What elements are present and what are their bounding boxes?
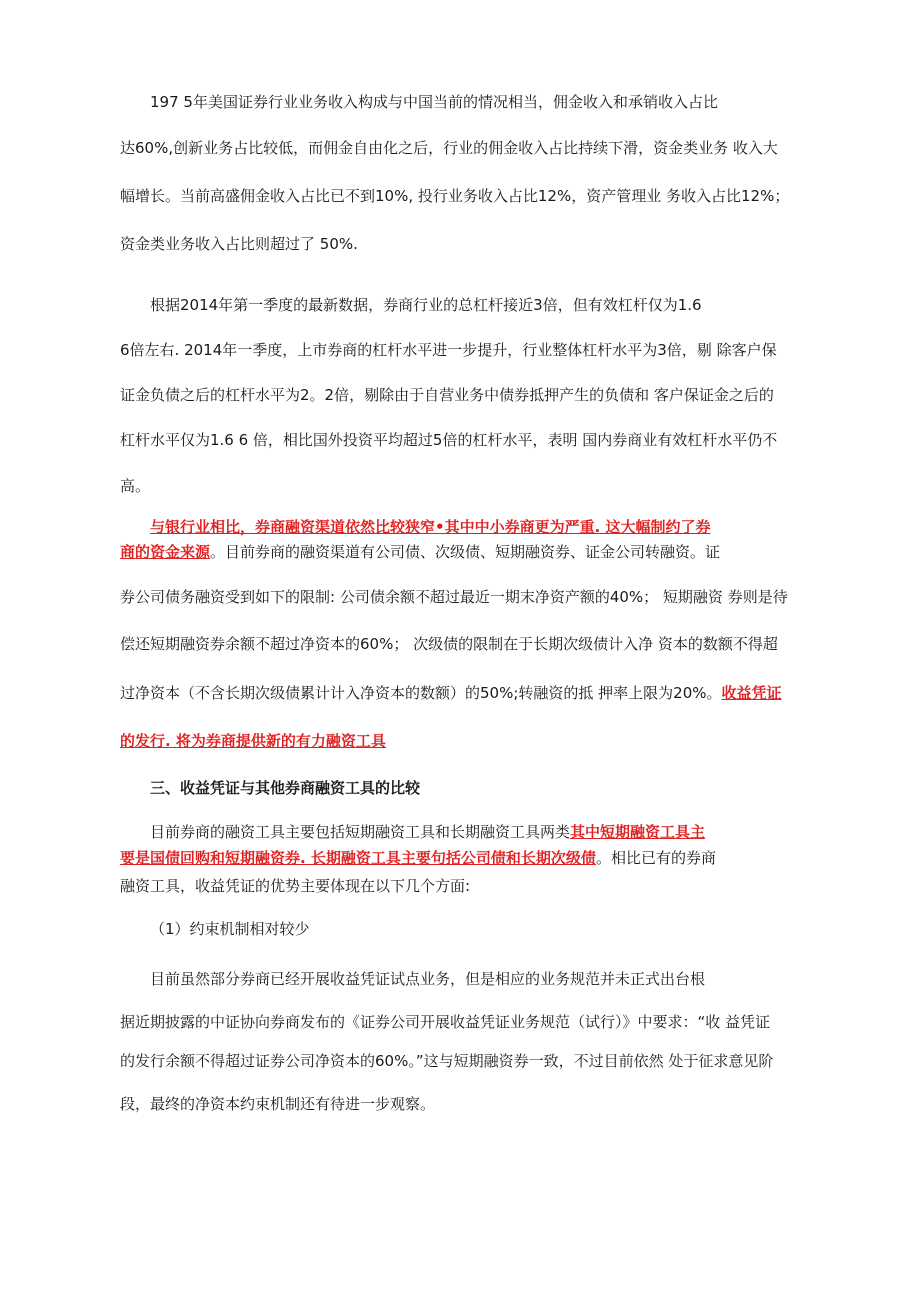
paragraph-2-line-3: 证金负债之后的杠杆水平为2。2倍，剔除由于自营业务中债券抵押产生的负债和 客户保证金之后的 [120,386,774,404]
subsection-heading: （1）约束机制相对较少 [150,920,310,938]
paragraph-1-line-4: 资金类业务收入占比则超过了 50%. [120,235,358,253]
paragraph-2-line-4: 杠杆水平仅为1.6 6 倍，相比国外投资平均超过5倍的杠杆水平，表明 国内券商业有效杠杆水平仍不 [120,431,778,449]
paragraph-3-line-1 [150,517,711,537]
paragraph-1-line-2: 达60%,创新业务占比较低，而佣金自由化之后，行业的佣金收入占比持续下滑，资金类业务 收入大 [120,139,778,157]
section-heading: 三、收益凭证与其他券商融资工具的比较 [150,779,421,797]
paragraph-5-line-3: 的发行余额不得超过证券公司净资本的60%。”这与短期融资券一致，不过目前依然 处于征求意见阶 [120,1052,774,1070]
paragraph-1-line-3: 幅增长。当前高盛佣金收入占比已不到10%, 投行业务收入占比12%，资产管理业 务收入占比12%； [120,187,790,205]
body-text: 。目前券商的融资渠道有公司债、次级债、短期融资券、证金公司转融资。证 [210,543,721,561]
paragraph-3-line-5 [120,683,782,703]
paragraph-5-line-2: 据近期披露的中证协向券商发布的《证券公司开展收益凭证业务规范（试行）》中要求：“收 益凭证 [120,1013,771,1031]
highlight-text: 收益凭证 [721,684,782,702]
paragraph-4-line-1 [150,822,705,842]
body-text: 目前券商的融资工具主要包括短期融资工具和长期融资工具两类 [150,823,571,841]
paragraph-3-line-4: 偿还短期融资券余额不超过净资本的60%； 次级债的限制在于长期次级债计入净 资本的数额不得超 [120,635,778,653]
body-text: 。相比已有的券商 [595,849,716,867]
paragraph-4-line-3: 融资工具，收益凭证的优势主要体现在以下几个方面: [120,877,471,895]
paragraph-3-line-2 [120,542,720,562]
paragraph-3-line-6 [120,731,386,751]
paragraph-2-line-1: 根据2014年第一季度的最新数据，券商行业的总杠杆接近3倍，但有效杠杆仅为1.6 [150,296,702,314]
highlight-text: 要是国债回购和短期融资券. 长期融资工具主要句括公司债和长期次级债 [120,849,596,867]
paragraph-2-line-2: 6倍左右. 2014年一季度，上市券商的杠杆水平进一步提升，行业整体杠杆水平为3倍，剔 除客户保 [120,341,777,359]
paragraph-4-line-2 [120,848,716,868]
paragraph-5-line-4: 段，最终的净资本约束机制还有待进一步观察。 [120,1095,436,1113]
paragraph-5-line-1: 目前虽然部分券商已经开展收益凭证试点业务，但是相应的业务规范并未正式出台根 [150,970,706,988]
highlight-text: 的发行. 将为券商提供新的有力融资工具 [120,732,386,750]
body-text: 过净资本（不含长期次级债累计计入净资本的数额）的50%;转融资的抵 押率上限为20%。 [120,684,722,702]
paragraph-3-line-3: 券公司债务融资受到如下的限制: 公司债余额不超过最近一期末净资产额的40%； 短期融资 券则是待 [120,588,788,606]
paragraph-2-line-5: 高。 [120,477,151,495]
highlight-text: 与银行业相比，券商融资渠道依然比较狭窄•其中中小券商更为严重. 这大幅制约了券 [150,518,711,536]
highlight-text: 其中短期融资工具主 [570,823,706,841]
paragraph-1-line-1: 197 5年美国证券行业业务收入构成与中国当前的情况相当，佣金收入和承销收入占比 [150,93,718,111]
highlight-text: 商的资金来源 [120,543,211,561]
